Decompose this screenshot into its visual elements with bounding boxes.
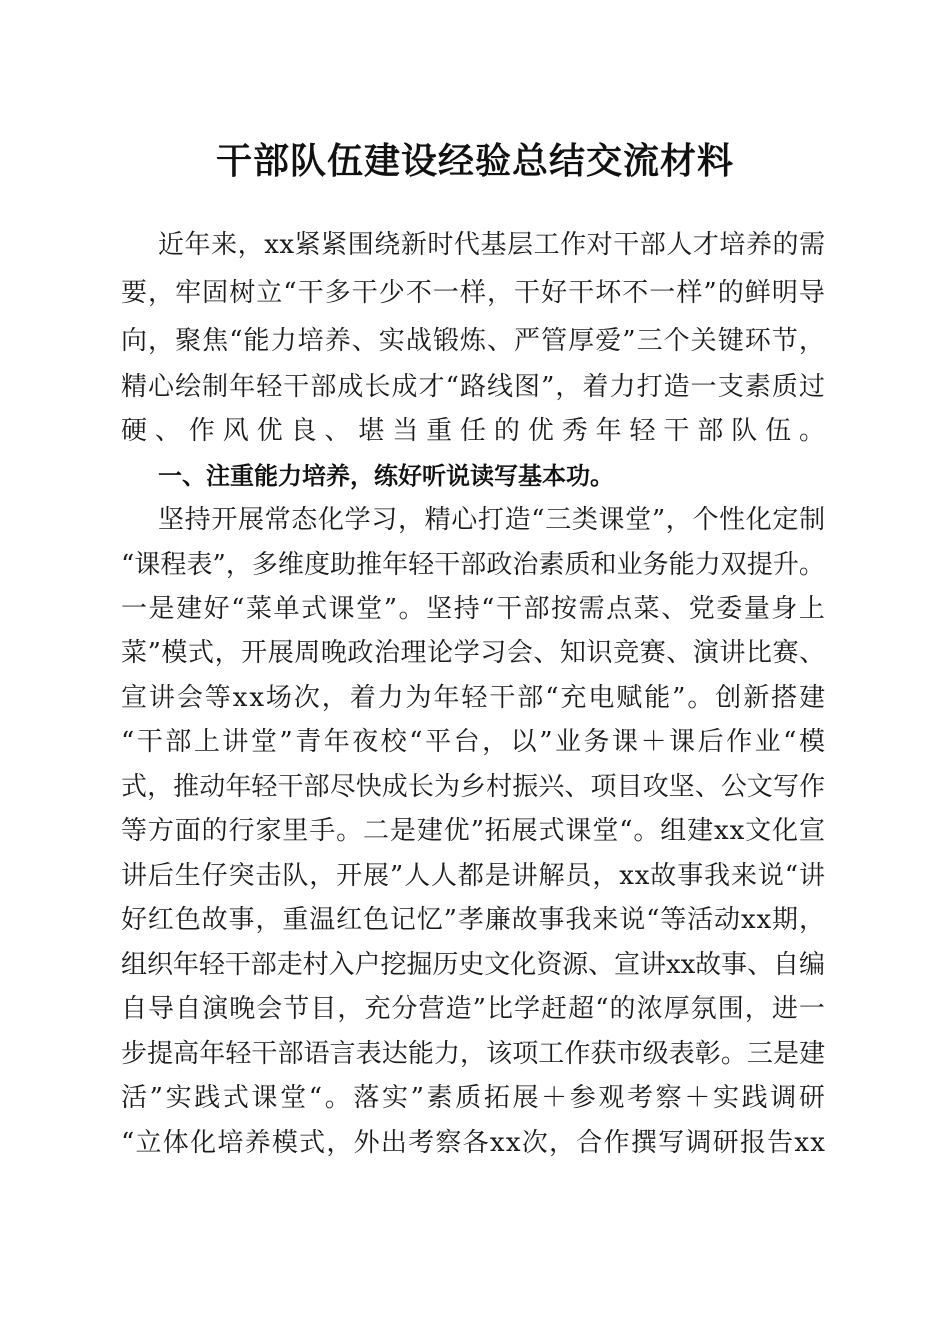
section-1-line-12: 自导自演晚会节目，充分营造”比学赶超“的浓厚氛围，进一 [121,994,826,1024]
intro-line-1: 近年来，xx紧紧围绕新时代基层工作对干部人才培养的需 [158,230,826,260]
section-1-line-3: 一是建好“菜单式课堂”。坚持“干部按需点菜、党委量身上 [121,594,827,624]
section-1-line-7: 式，推动年轻干部尽快成长为乡村振兴、项目攻坚、公文写作 [121,772,826,802]
section-1-line-2: “课程表”，多维度助推年轻干部政治素质和业务能力双提升。 [121,550,825,580]
document-title: 干部队伍建设经验总结交流材料 [215,140,734,182]
section-1-line-4: 菜”模式，开展周晚政治理论学习会、知识竞赛、演讲比赛、 [121,638,826,668]
intro-line-5: 硬、作风优良、堪当重任的优秀年轻干部队伍。 [121,416,833,446]
section-1-line-10: 好红色故事，重温红色记忆”孝廉故事我来说“等活动xx期， [121,905,826,935]
section-1-line-15: “立体化培养模式，外出考察各xx次，合作撰写调研报告xx [121,1128,827,1158]
section-1-line-9: 讲后生仔突击队，开展”人人都是讲解员，xx故事我来说“讲 [121,861,826,891]
section-1-line-13: 步提高年轻干部语言表达能力，该项工作获市级表彰。三是建 [121,1039,826,1069]
section-1-line-5: 宣讲会等xx场次，着力为年轻干部“充电赋能”。创新搭建 [121,683,828,713]
intro-line-3: 向，聚焦“能力培养、实战锻炼、严管厚爱”三个关键环节， [121,326,826,356]
section-1-line-11: 组织年轻干部走村入户挖掘历史文化资源、宣讲xx故事、自编 [121,950,825,980]
section-1-line-14: 活”实践式课堂“。落实”素质拓展＋参观考察＋实践调研 [121,1083,828,1113]
section-1-line-8: 等方面的行家里手。二是建优”拓展式课堂“。组建xx文化宣 [121,816,826,846]
section-1-heading: 一、注重能力培养，练好听说读写基本功。 [158,462,614,490]
section-1-line-6: “干部上讲堂”青年夜校“平台，以”业务课＋课后作业“模 [121,727,828,757]
intro-line-2: 要，牢固树立“干多干少不一样，干好干坏不一样”的鲜明导 [121,278,826,308]
section-1-line-1: 坚持开展常态化学习，精心打造“三类课堂”，个性化定制 [158,505,826,535]
intro-line-4: 精心绘制年轻干部成长成才“路线图”，着力打造一支素质过 [121,372,826,402]
